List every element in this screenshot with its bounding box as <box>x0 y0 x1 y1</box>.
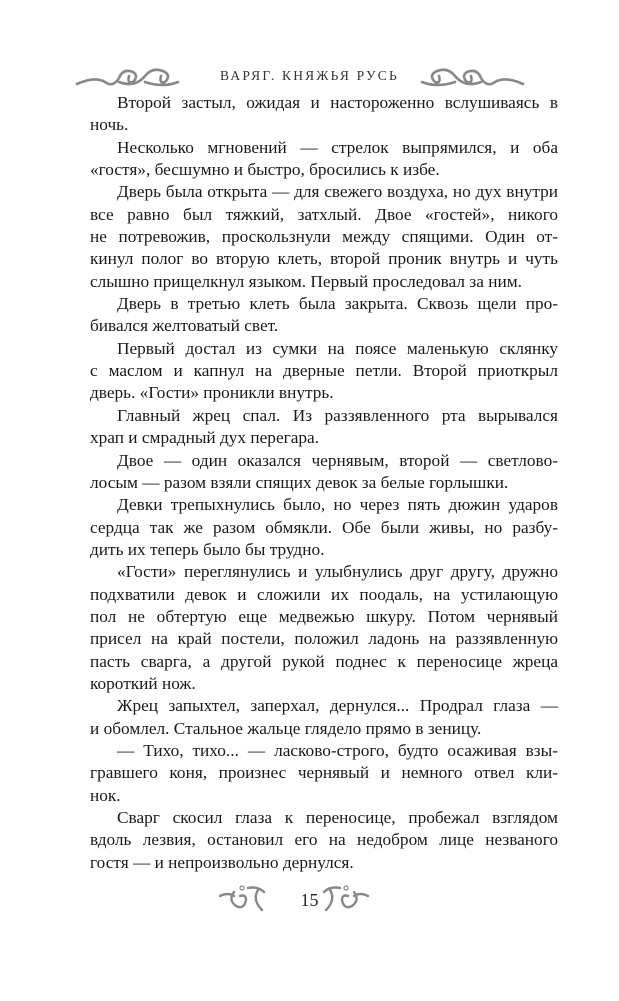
text-line: подхватили девок и сложили их поодаль, на устилающую <box>90 584 558 604</box>
text-line: гостя — и непроизвольно дернулся. <box>90 852 354 872</box>
text-line: Девки трепыхнулись было, но через пять дюжин ударов <box>117 495 558 515</box>
text-line: Главный жрец спал. Из раззявленного рта вырывался <box>117 405 558 425</box>
running-header <box>0 62 619 92</box>
text-line: бивался желтоватый свет. <box>90 316 279 336</box>
text-line: и обомлел. Стальное жальце глядело прямо в зеницу. <box>90 718 482 738</box>
text-line: Несколько мгновений — стрелок выпрямился, и оба <box>117 137 558 157</box>
text-line: сердца так же разом обмякли. Обе были живы, но разбу- <box>90 517 558 537</box>
text-line: пасть сварга, а другой рукой поднес к переносице жреца <box>90 651 558 671</box>
paragraph <box>90 405 558 450</box>
paragraph <box>90 494 558 561</box>
text-line: Дверь в третью клеть была закрыта. Сквозь щели про- <box>117 294 558 314</box>
text-line: дверь. «Гости» проникли внутрь. <box>90 383 334 403</box>
paragraph <box>90 92 558 137</box>
text-line: с маслом и капнул на дверные петли. Второй приоткрыл <box>90 361 558 381</box>
text-line: Сварг скосил глаза к переносице, пробежал взглядом <box>117 808 558 827</box>
text-line: не потревожив, проскользнули между спящими. Один от- <box>90 227 558 247</box>
paragraph <box>90 695 558 740</box>
text-line: храп и смрадный дух перегара. <box>90 428 320 448</box>
paragraph <box>90 338 558 405</box>
text-line: гравшего коня, произнес чернявый и немного отвел кли- <box>90 763 558 783</box>
paragraph <box>90 807 558 874</box>
text-line: слышно прищелкнул языком. Первый проследовал за ним. <box>90 271 522 291</box>
text-line: нок. <box>90 785 121 805</box>
text-line: вдоль лезвия, остановил его на недобром лице незваного <box>90 830 558 850</box>
text-line: лосым — разом взяли спящих девок за белые горлышки. <box>90 472 509 492</box>
paragraph <box>90 740 558 807</box>
text-line: Второй застыл, ожидая и настороженно вслушиваясь в <box>117 93 558 112</box>
text-line: все равно был тяжкий, затхлый. Двое «гостей», никого <box>90 204 558 224</box>
text-line: Дверь была открыта — для свежего воздуха, но дух внутри <box>117 182 558 202</box>
right-ornament-icon <box>420 62 525 92</box>
text-line: дить их теперь было бы трудно. <box>90 539 325 559</box>
text-line: Первый достал из сумки на поясе маленькую склянку <box>117 338 558 358</box>
right-footer-ornament-icon <box>318 884 370 914</box>
page-number: 15 <box>300 890 319 910</box>
body-text <box>90 92 558 874</box>
text-line: кинул полог во вторую клеть, второй проник внутрь и чуть <box>90 249 558 269</box>
text-line: Двое — один оказался чернявым, второй — светлово- <box>117 450 558 470</box>
text-line: пол не обтертую еще медвежью шкуру. Потом чернявый <box>90 606 558 626</box>
text-line: присел на край постели, положил ладонь на раззявленную <box>90 629 558 649</box>
text-line: короткий нож. <box>90 673 196 693</box>
text-line: — Тихо, тихо... — ласково-строго, будто осаживая взы- <box>117 740 558 760</box>
paragraph <box>90 450 558 495</box>
text-line: ночь. <box>90 115 129 135</box>
paragraph <box>90 181 558 293</box>
paragraph <box>90 561 558 695</box>
page-footer <box>0 876 619 916</box>
paragraph <box>90 137 558 182</box>
running-title: ВАРЯГ. КНЯЖЬЯ РУСЬ <box>220 68 399 83</box>
text-line: «Гости» переглянулись и улыбнулись друг другу, дружно <box>117 562 558 582</box>
paragraph <box>90 293 558 338</box>
text-line: Жрец запыхтел, заперхал, дернулся... Продрал глаза — <box>117 696 558 716</box>
text-line: «гостя», бесшумно и быстро, бросились к избе. <box>90 160 440 180</box>
